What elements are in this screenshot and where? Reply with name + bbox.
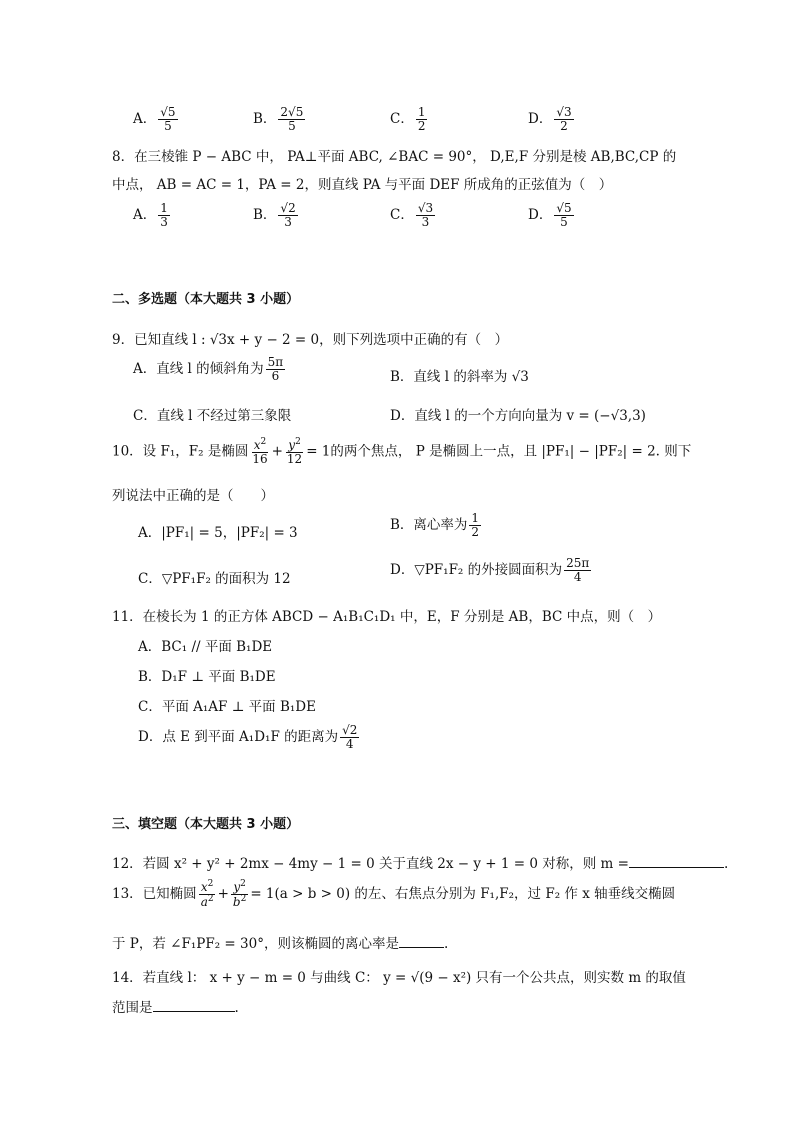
- q13-line2: 于 P，若 ∠F₁PF₂ = 30°，则该椭圆的离心率是 .: [112, 936, 449, 952]
- q7-option-b: B． $\frac{2√5}{5}$: [253, 105, 304, 134]
- q8-option-c: C． $\frac{√3}{3}$: [390, 201, 434, 230]
- q8-options: [133, 196, 733, 236]
- q8-option-d: D． $\frac{√5}{5}$: [528, 201, 572, 230]
- q8-option-b: B． $\frac{√2}{3}$: [253, 201, 296, 230]
- q9-option-a: A．直线 l 的倾斜角为 $\frac{5\pi}{6}$: [133, 355, 284, 384]
- q10-stem: 10．设 F₁，F₂ 是椭圆 $\frac{x^2}{16}$ + $\frac{y^2}{12}$ = 1的两个焦点， P 是椭圆上一点，且 |PF₁| − |PF₂| = 2. 则下: [112, 437, 692, 467]
- q14-line1: 14．若直线 l： x + y − m = 0 与曲线 C： y = √(9 − x²) 只有一个公共点，则实数 m 的取值: [112, 970, 686, 986]
- answer-blank[interactable]: [629, 866, 724, 868]
- q9-option-b: B．直线 l 的斜率为 √3: [390, 369, 529, 385]
- q13-line1: 13．已知椭圆 $\frac{x^2}{a^2}$ + $\frac{y^2}{b^2}$ = 1(a > b > 0) 的左、右焦点分别为 F₁,F₂，过 F₂ 作 x 轴垂线交椭圆: [112, 879, 676, 910]
- q11-option-a: A．BC₁ // 平面 B₁DE: [138, 639, 273, 655]
- q8-line1: 8．在三棱锥 P − ABC 中， PA⊥平面 ABC, ∠BAC = 90°， D,E,F 分别是棱 AB,BC,CP 的: [112, 149, 677, 165]
- q14-line2: 范围是 .: [112, 1000, 239, 1016]
- q11-option-b: B．D₁F ⊥ 平面 B₁DE: [138, 669, 276, 685]
- q11-option-c: C．平面 A₁AF ⊥ 平面 B₁DE: [138, 699, 316, 715]
- q7-option-c: C． $\frac{1}{2}$: [390, 105, 426, 134]
- answer-blank[interactable]: [153, 1010, 235, 1012]
- q11-stem: 11．在棱长为 1 的正方体 ABCD − A₁B₁C₁D₁ 中，E，F 分别是 AB，BC 中点，则（ ）: [112, 609, 662, 625]
- q9-option-c: C．直线 l 不经过第三象限: [133, 408, 292, 424]
- q12: 12．若圆 x² + y² + 2mx − 4my − 1 = 0 关于直线 2x − y + 1 = 0 对称，则 m = .: [112, 856, 729, 872]
- q8-line2: 中点， AB = AC = 1，PA = 2，则直线 PA 与平面 DEF 所成角的正弦值为（ ）: [112, 177, 613, 193]
- q10-option-b: B．离心率为 $\frac{1}{2}$: [390, 511, 480, 540]
- q11-option-d: D．点 E 到平面 A₁D₁F 的距离为 $\frac{√2}{4}$: [138, 723, 358, 752]
- q9-stem: 9．已知直线 l : √3x + y − 2 = 0，则下列选项中正确的有（ ）: [112, 332, 509, 348]
- q7-option-a: A． $\frac{√5}{5}$: [133, 105, 176, 134]
- q10-option-d: D．▽PF₁F₂ 的外接圆面积为 $\frac{25\pi}{4}$: [390, 556, 590, 585]
- q7-option-d: D． $\frac{√3}{2}$: [528, 105, 572, 134]
- section-2-title: 二、多选题（本大题共 3 小题）: [112, 292, 300, 307]
- q10-option-c: C．▽PF₁F₂ 的面积为 12: [138, 571, 291, 587]
- q8-option-a: A． $\frac{1}{3}$: [133, 201, 168, 230]
- q10-line2: 列说法中正确的是（ ）: [112, 488, 274, 504]
- answer-blank[interactable]: [399, 946, 444, 948]
- q9-option-d: D．直线 l 的一个方向向量为 v = (−√3,3): [390, 408, 646, 424]
- q7-options: [133, 96, 733, 136]
- section-3-title: 三、填空题（本大题共 3 小题）: [112, 817, 300, 832]
- q10-option-a: A．|PF₁| = 5，|PF₂| = 3: [138, 525, 298, 541]
